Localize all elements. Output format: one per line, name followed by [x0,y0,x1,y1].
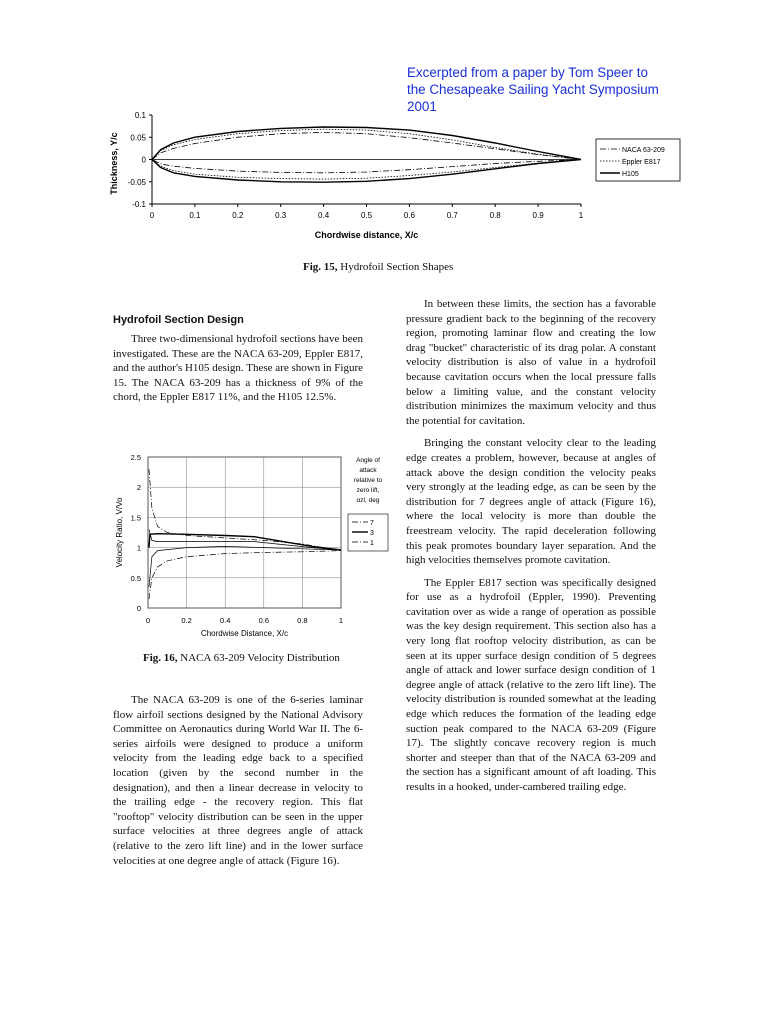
fig15-x-tick-label: 0 [149,211,155,220]
right-para-1: In between these limits, the section has a favorable pressure gradient back to the beginning of the recovery region, promoting laminar flow and creating the low drag "bucket" characteristic of its drag polar. A constant velocity distribution is also of value in a hydrofoil because cavitation occurs when the local pressure falls below a limiting value, and the constant velocity distribution minimizes the maximum velocity and thus the potential for cavitation. [406,298,656,427]
fig16-x-tick-label: 0.4 [219,616,231,625]
excerpt-line-1: Excerpted from a paper by Tom Speer to [407,65,648,80]
left-para-2-text: The NACA 63-209 is one of the 6-series laminar flow airfoil sections designed by the National Advisory Committee on Aeronautics during World War II. The 6-series airfoils were designed to produce a uniform velocity from the leading edge back to a specified location (given by the second number in the designation), and then a linear decrease in velocity to the trailing edge - the recovery region. This flat "rooftop" velocity distribution can be seen in the upper surface velocities at three degrees angle of attack (relative to the zero lift line) and in the lower surface velocities at one degree angle of attack (Figure 16). [113,694,363,867]
fig15-x-tick-label: 1 [578,211,584,220]
fig16-caption-text: NACA 63-209 Velocity Distribution [180,652,340,664]
fig16-legend-title: αzl, deg [356,497,380,504]
fig16-y-tick-label: 0 [136,604,141,613]
fig16-legend-title: Angle of [356,457,380,464]
section-heading: Hydrofoil Section Design [113,314,244,326]
fig15-x-tick-label: 0.5 [360,211,373,220]
fig15-y-tick-label: 0 [141,155,146,165]
right-para-3: The Eppler E817 section was specifically designed for use as a hydrofoil (Eppler, 1990). Preventing cavitation over as wide a range of operation as possible was the key design requirement. This section also has a very long flat rooftop velocity distribution, as can be seen at its upper surface design condition of 5 degrees angle of attack and lower surface design condition of 1 degree angle of attack (relative to the zero lift line). The velocity distribution is rounded somewhat at the leading edge which reduces the formation of the leading edge suction peak compared to the NACA 63-209 (Figure 17). The slightly concave recovery region is much shorter and steeper than that of the NACA 63-209 and the section has a significant amount of aft loading. This results in a hooked, under-cambered trailing edge. [406,576,656,793]
fig15-y-tick-label: -0.1 [132,200,146,209]
fig15-x-tick-label: 0.6 [403,211,415,220]
fig16-x-tick-label: 0.2 [181,616,192,625]
fig15-legend-entry: H105 [622,171,639,178]
fig16-y-tick-label: 2 [136,483,141,493]
fig16-legend-entry: 7 [370,520,374,527]
fig16-caption-label: Fig. 16, [143,652,178,664]
fig16-series-3-lower [149,546,341,587]
fig15-y-tick-label: 0.1 [134,111,146,120]
excerpt-line-2: the Chesapeake Sailing Yacht Symposium [407,82,659,97]
fig15-y-axis-label: Thickness, Y/c [109,132,119,195]
fig16-x-tick-label: 0.8 [297,616,308,625]
fig16-legend-title: attack [359,467,377,474]
fig16-y-tick-label: 0.5 [130,573,141,583]
excerpt-note [407,64,707,114]
fig16-legend-title: relative to [353,477,383,484]
fig15-x-tick-label: 0.7 [446,211,458,220]
fig15-x-tick-label: 0.4 [318,211,330,220]
fig15-x-axis-label: Chordwise distance, X/c [314,230,419,240]
fig15-series-h105 [152,127,581,182]
fig15-caption-text: Hydrofoil Section Shapes [340,261,454,273]
fig16-x-tick-label: 0 [145,616,151,625]
fig16-y-tick-label: 1 [136,543,141,553]
fig15-chart [105,105,685,245]
fig16-legend-entry: 1 [370,540,374,547]
left-para-1-text: Three two-dimensional hydrofoil sections have been investigated. These are the NACA 63-209, Eppler E817, and the author's H105 design. These are shown in Figure 15. The NACA 63-209 has a thickness of 9% of the chord, the Eppler E817 11%, and the H105 12.5%. [113,333,363,404]
fig16-chart [112,450,392,642]
fig15-x-tick-label: 0.8 [489,211,501,220]
fig15-x-tick-label: 0.3 [275,211,287,220]
fig15-x-tick-label: 0.2 [232,211,244,220]
left-para-1 [113,332,363,405]
left-para-2 [113,693,363,868]
fig16-plot-frame [148,457,341,608]
fig15-legend-entry: NACA 63-209 [622,147,665,154]
fig16-caption [143,652,340,664]
fig16-legend-entry: 3 [370,530,374,537]
fig15-x-tick-label: 0.1 [189,211,201,220]
fig15-y-tick-label: -0.05 [127,177,146,187]
fig15-caption [303,261,453,273]
fig16-x-tick-label: 1 [338,616,344,625]
fig16-y-axis-label: Velocity Ratio, V/Vo [115,497,124,568]
fig15-caption-label: Fig. 15, [303,261,338,273]
fig16-series-7 [149,469,341,550]
fig16-legend-title: zero lift, [356,487,380,494]
fig15-y-tick-label: 0.05 [130,133,146,143]
fig16-x-tick-label: 0.6 [258,616,270,625]
right-column [406,297,656,795]
right-para-2: Bringing the constant velocity clear to the leading edge creates a problem, however, because at angles of attack above the design condition the velocity peaks very strongly at the leading edge, as can be seen by the distribution for 7 degrees angle of attack (Figure 16), where the local velocity is more than double the freestream velocity. The rapid deceleration following this peak promotes boundary layer separation. And the high velocities themselves promote cavitation. [406,437,656,567]
fig16-series-1 [149,551,341,599]
fig16-y-tick-label: 1.5 [130,513,141,523]
fig15-x-tick-label: 0.9 [532,211,544,220]
fig16-y-tick-label: 2.5 [130,453,141,462]
excerpt-line-3: 2001 [407,99,437,114]
fig15-legend-entry: Eppler E817 [622,159,661,166]
fig16-x-axis-label: Chordwise Distance, X/c [200,629,289,638]
